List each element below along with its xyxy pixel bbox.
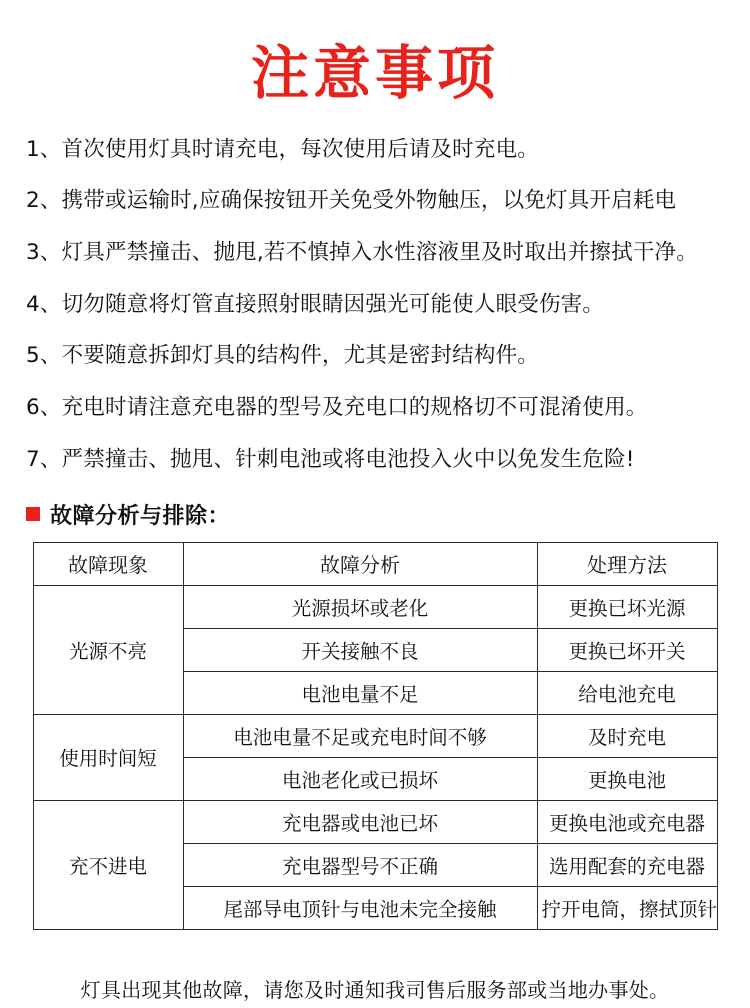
cell-analysis: 电池老化或已损坏: [183, 757, 537, 800]
cell-analysis: 电池电量不足: [183, 671, 537, 714]
cell-analysis: 电池电量不足或充电时间不够: [183, 714, 537, 757]
cell-solution: 及时充电: [537, 714, 717, 757]
cell-solution: 给电池充电: [537, 671, 717, 714]
cell-phenomenon: 使用时间短: [33, 714, 183, 800]
list-item: 1、首次使用灯具时请充电，每次使用后请及时充电。: [26, 136, 539, 162]
troubleshooting-table: [33, 542, 718, 930]
table-row: [33, 714, 717, 757]
cell-solution: 拧开电筒，擦拭顶针: [537, 886, 717, 929]
cell-analysis: 充电器或电池已坏: [183, 800, 537, 843]
cell-solution: 更换已坏光源: [537, 585, 717, 628]
square-bullet-icon: [26, 507, 40, 521]
page-title: 注意事项: [250, 39, 499, 107]
column-header-solution: 处理方法: [537, 542, 717, 585]
cell-solution: 选用配套的充电器: [537, 843, 717, 886]
table-row: [33, 800, 717, 843]
list-item: 4、切勿随意将灯管直接照射眼睛因强光可能使人眼受伤害。: [26, 291, 605, 317]
precautions-list: [26, 134, 726, 477]
list-item: 5、不要随意拆卸灯具的结构件，尤其是密封结构件。: [26, 343, 539, 369]
list-item: 7、严禁撞击、抛甩、针刺电池或将电池投入火中以免发生危险!: [26, 446, 635, 472]
section-title: 故障分析与排除：: [50, 503, 231, 529]
table-row: [33, 585, 717, 628]
list-item: 2、携带或运输时,应确保按钮开关免受外物触压，以免灯具开启耗电: [26, 188, 677, 214]
cell-analysis: 充电器型号不正确: [183, 843, 537, 886]
cell-phenomenon: 光源不亮: [33, 585, 183, 714]
cell-analysis: 光源损坏或老化: [183, 585, 537, 628]
section-header-troubleshooting: [26, 499, 732, 530]
footer-note: 灯具出现其他故障，请您及时通知我司售后服务部或当地办事处。: [80, 977, 670, 1002]
list-item: 6、充电时请注意充电器的型号及充电口的规格切不可混淆使用。: [26, 395, 648, 421]
list-item: 3、灯具严禁撞击、抛甩,若不慎掉入水性溶液里及时取出并擦拭干净。: [26, 240, 698, 266]
column-header-phenomenon: 故障现象: [33, 542, 183, 585]
cell-analysis: 尾部导电顶针与电池未完全接触: [183, 886, 537, 929]
table-header-row: [33, 542, 717, 585]
cell-solution: 更换电池: [537, 757, 717, 800]
precautions-page: [0, 39, 750, 1008]
cell-analysis: 开关接触不良: [183, 628, 537, 671]
cell-phenomenon: 充不进电: [33, 800, 183, 929]
cell-solution: 更换已坏开关: [537, 628, 717, 671]
cell-solution: 更换电池或充电器: [537, 800, 717, 843]
column-header-analysis: 故障分析: [183, 542, 537, 585]
